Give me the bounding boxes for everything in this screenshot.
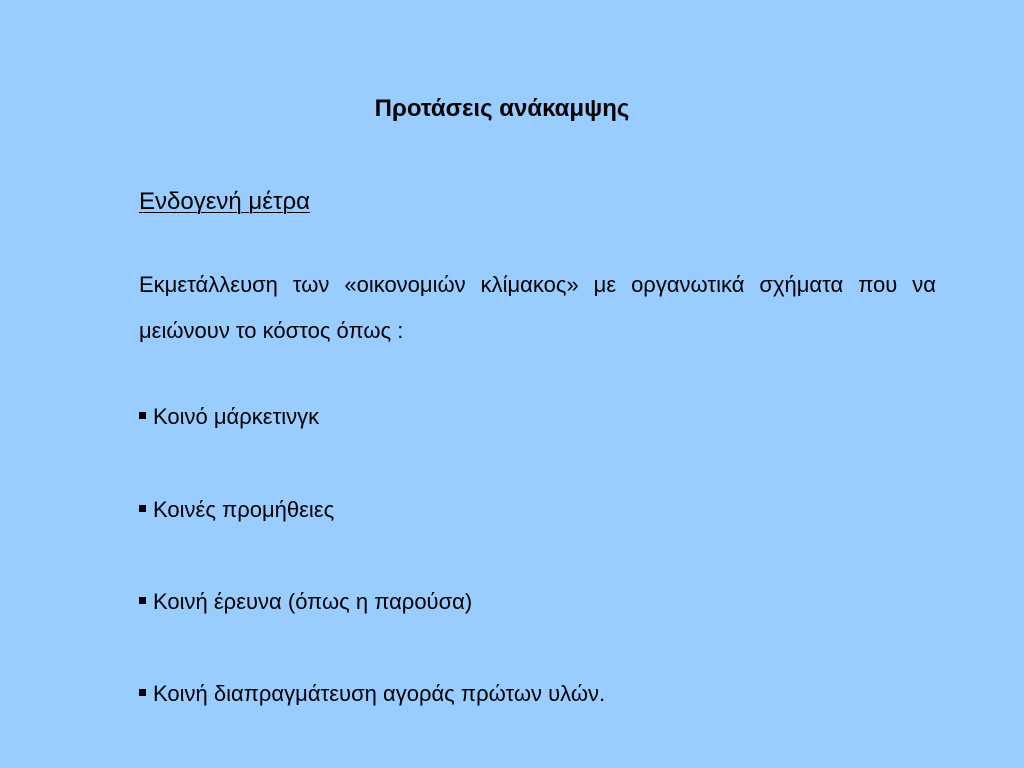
bullet-text: Κοινή διαπραγμάτευση αγοράς πρώτων υλών. [153,681,606,706]
square-bullet-icon [139,412,146,419]
square-bullet-icon [139,505,146,512]
slide-title: Προτάσεις ανάκαμψης [374,95,630,122]
bullet-item [139,586,472,618]
intro-paragraph: Εκμετάλλευση των «οικονομιών κλίμακος» με οργανωτικά σχήματα που να μειώνουν το κόστος όπως : [139,272,936,343]
bullet-text: Κοινή έρευνα (όπως η παρούσα) [153,589,473,614]
bullet-item [139,401,319,433]
square-bullet-icon [139,597,146,604]
section-subtitle: Ενδογενή μέτρα [139,188,310,215]
bullet-text: Κοινές προμήθειες [153,497,335,522]
square-bullet-icon [139,689,146,696]
bullet-item [139,678,605,710]
bullet-text: Κοινό μάρκετινγκ [153,404,320,429]
bullet-item [139,494,334,526]
